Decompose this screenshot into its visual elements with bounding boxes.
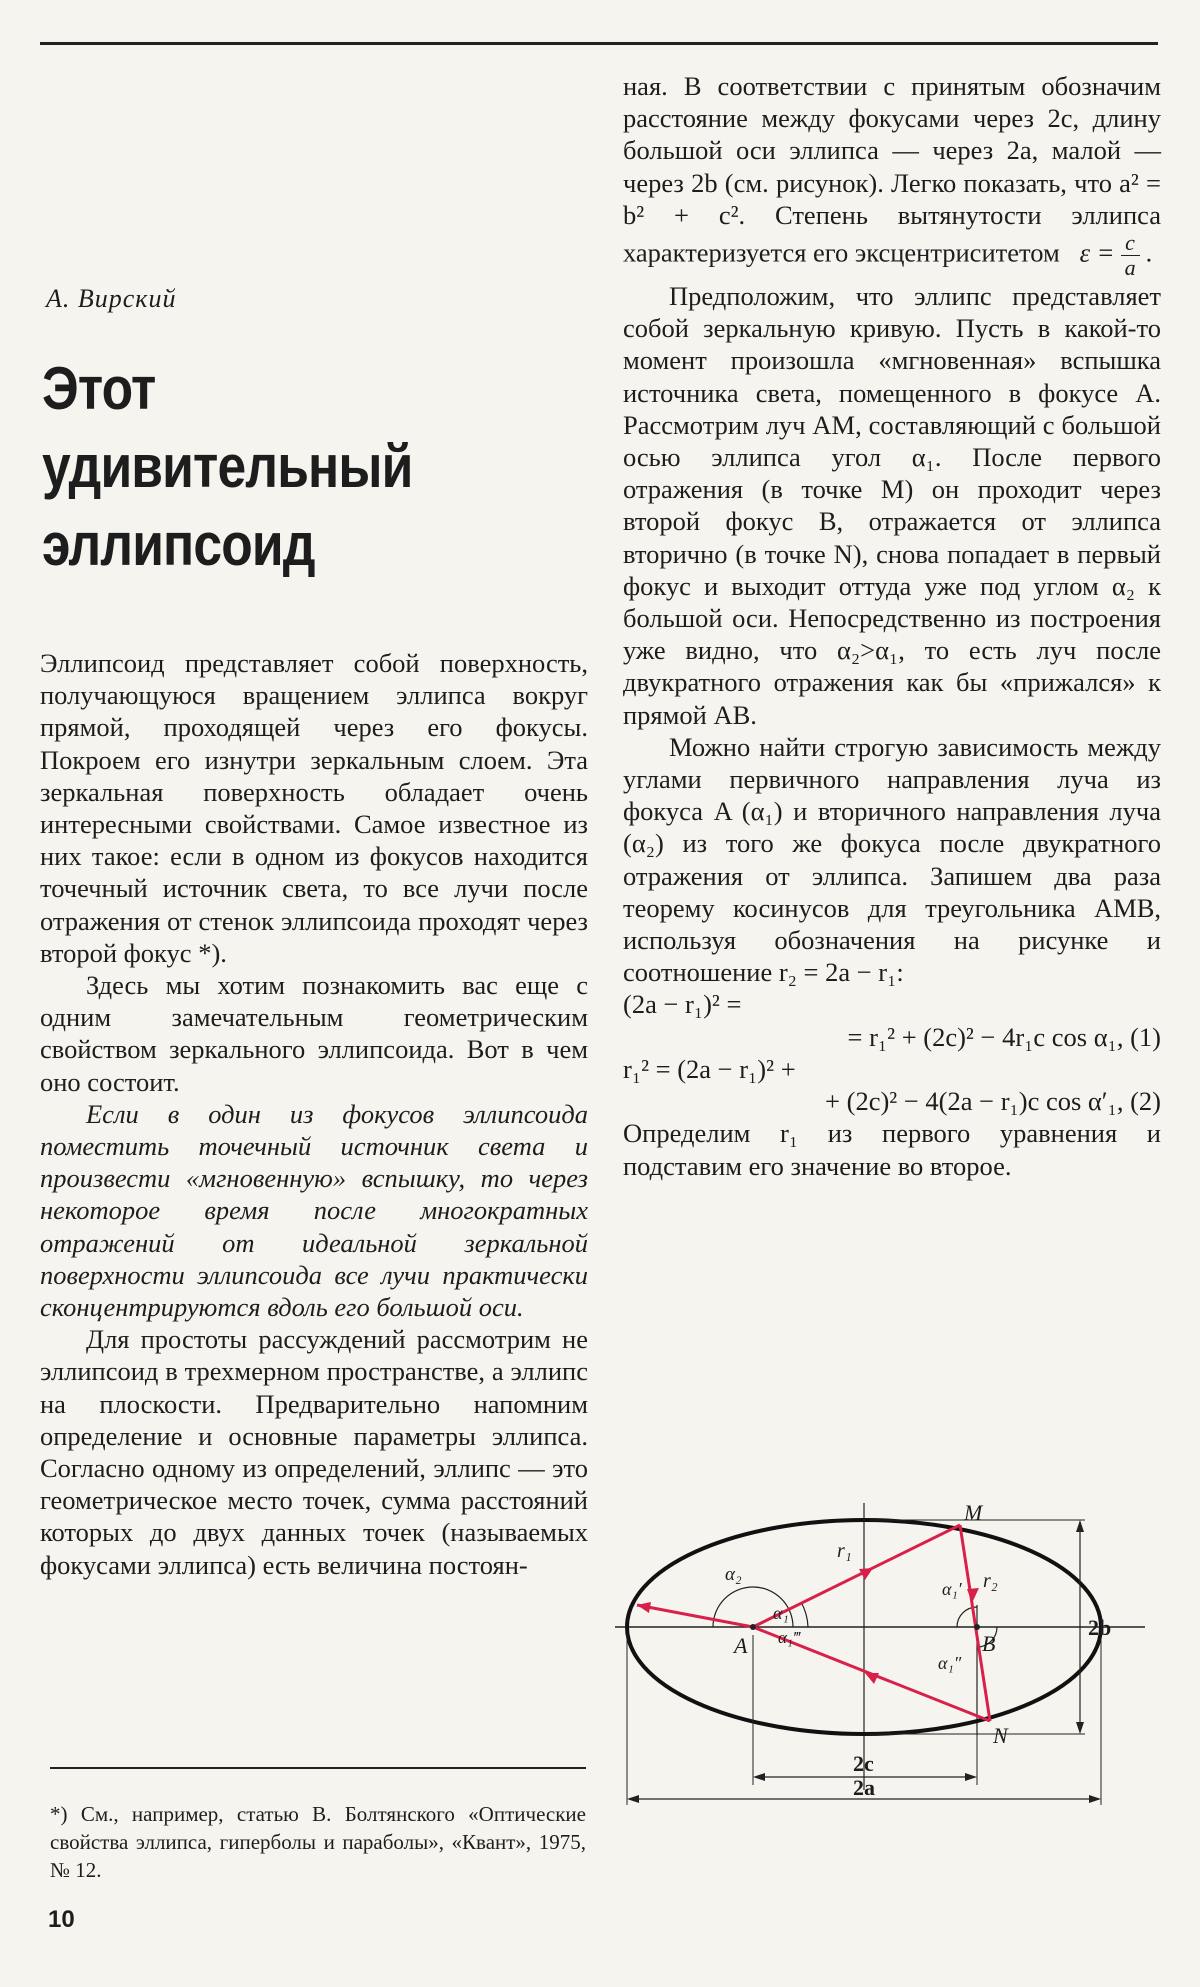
paragraph-determine: Определим r₁ из первого уравнения и подставим его значение во второе.: [623, 1118, 1161, 1181]
footnote-rule: [50, 1767, 586, 1769]
title-line-1: Этот: [42, 355, 156, 422]
dim-2b-arrowhead-top: [1076, 1520, 1084, 1532]
paragraph-reflection: Предположим, что эллипс представляет собой зеркальную кривую. Пусть в какой-то момент произошла «мгновенная» вспышка источника света, помещенного в фокусе A. Рассмотрим луч AM, составляющий с большой осью эллипса угол α₁. После первого отражения (в точке M) он проходит через второй фокус B, отражается от эллипса вторично (в точке N), снова попадает в первый фокус и выходит оттуда уже под углом α₂ к большой оси. Непосредственно из построения уже видно, что α₂>α₁, то есть луч после двукратного отражения как бы «прижался» к прямой AB.: [623, 281, 1161, 730]
equation-2-left: r₁² = (2a − r₁)² +: [623, 1053, 796, 1084]
label-alpha1-triple-prime: α₁‴: [778, 1628, 800, 1647]
paragraph-parameters: [623, 70, 1161, 280]
label-point-b: B: [982, 1631, 996, 1656]
dim-2b-arrowhead-bottom: [1076, 1722, 1084, 1734]
author-name: А. Вирский: [46, 284, 177, 313]
page-number: 10: [48, 1906, 75, 1933]
dim-2a-arrowhead-left: [627, 1795, 639, 1803]
equation-1-left: (2a − r₁)² =: [623, 989, 742, 1020]
dim-2a-arrowhead-right: [1089, 1795, 1101, 1803]
arrowhead-out: [637, 1602, 651, 1613]
label-point-a: A: [734, 1633, 748, 1658]
left-column: [40, 647, 588, 1581]
right-column: [623, 70, 1161, 1182]
title-line-2: удивительный: [42, 433, 413, 500]
label-point-n: N: [993, 1723, 1008, 1748]
label-alpha1-prime: α₁′: [942, 1579, 962, 1599]
paragraph-intro: Эллипсоид представляет собой поверхность, получающуюся вращением эллипса вокруг прямой, проходящей через его фокусы. Покроем его изнутри зеркальным слоем. Эта зеркальная поверхность обладает очень интересными свойствами. Самое известное из них такое: если в одном из фокусов находится точечный источник света, то все лучи после отражения от стенок эллипсоида проходят через второй фокус *).: [40, 648, 588, 968]
label-alpha2: α₂: [725, 1564, 742, 1585]
label-2a: 2a: [853, 1775, 875, 1800]
paragraph-definition: Для простоты рассуждений рассмотрим не эллипсоид в трехмерном пространстве, а эллипс на плоскости. Предварительно напомним определение и основные параметры эллипса. Согласно одному из определений, эллипс — это геометрическое место точек, сумма расстояний которых до двух данных точек (называемых фокусами эллипса) есть величина постоян-: [40, 1324, 588, 1580]
focus-b-point: [974, 1624, 980, 1630]
paragraph-property: Здесь мы хотим познакомить вас еще с одним замечательным геометрическим свойством зеркального эллипсоида. Вот в чем оно состоит.: [40, 970, 588, 1097]
label-alpha1-double-prime: α₁″: [938, 1653, 962, 1673]
label-2b: 2b: [1088, 1615, 1112, 1640]
equation-2-right: + (2c)² − 4(2a − r₁)c cos α′₁, (2): [825, 1086, 1161, 1117]
eccentricity-symbol: ε =: [1079, 237, 1115, 268]
eccentricity-fraction: [1121, 231, 1140, 280]
label-2c: 2c: [853, 1751, 874, 1776]
label-point-m: M: [964, 1500, 983, 1525]
angle-arc-alpha1: [801, 1602, 808, 1627]
arrowhead-r2: [967, 1588, 979, 1603]
fraction-denominator: a: [1124, 255, 1136, 281]
label-alpha1: α₁: [773, 1603, 789, 1623]
label-r2: r₂: [983, 1570, 998, 1592]
dim-2c-arrowhead-right: [965, 1773, 977, 1781]
fraction-numerator: c: [1121, 231, 1140, 256]
paragraph-cosine: Можно найти строгую зависимость между углами первичного направления луча из фокуса A (α₁) и вторичного направления луча (α₂) из того же фокуса после двукратного отражения от эллипса. Запишем два раза теорему косинусов для треугольника AMB, используя обозначения на рисунке и соотношение r₂ = 2a − r₁:: [623, 731, 1161, 988]
arrowhead-return: [865, 1673, 879, 1684]
equation-1-right: = r₁² + (2c)² − 4r₁c cos α₁, (1): [847, 1021, 1161, 1052]
focus-a-point: [750, 1624, 756, 1630]
top-rule: [40, 42, 1158, 45]
footnote: *) См., например, статью В. Болтянского «Оптические свойства эллипса, гиперболы и параболы», «Квант», 1975, № 12.: [50, 1802, 586, 1882]
ellipse-figure: [615, 1485, 1175, 1860]
label-r1: r₁: [837, 1540, 852, 1562]
title-line-3: эллипсоид: [42, 511, 315, 578]
paragraph-statement: Если в один из фокусов эллипсоида поместить точечный источник света и произвести «мгновенную» вспышку, то через некоторое время после многократных отражений от идеальной зеркальной поверхности эллипсоида все лучи практически сконцентрируются вдоль его большой оси.: [40, 1098, 588, 1323]
article-title: [42, 350, 506, 584]
parameters-end: .: [1145, 237, 1153, 268]
ray-m-to-n: [960, 1525, 990, 1721]
ray-a-outward: [637, 1605, 753, 1627]
parameters-text: ная. В соответствии с принятым обозначим расстояние между фокусами через 2c, длину большой оси эллипса — через 2a, малой — через 2b (см. рисунок). Легко показать, что a² = b² + c². Степень вытянутости эллипса характеризуется его эксцентриситетом: [623, 71, 1161, 268]
dim-2c-arrowhead-left: [753, 1773, 765, 1781]
